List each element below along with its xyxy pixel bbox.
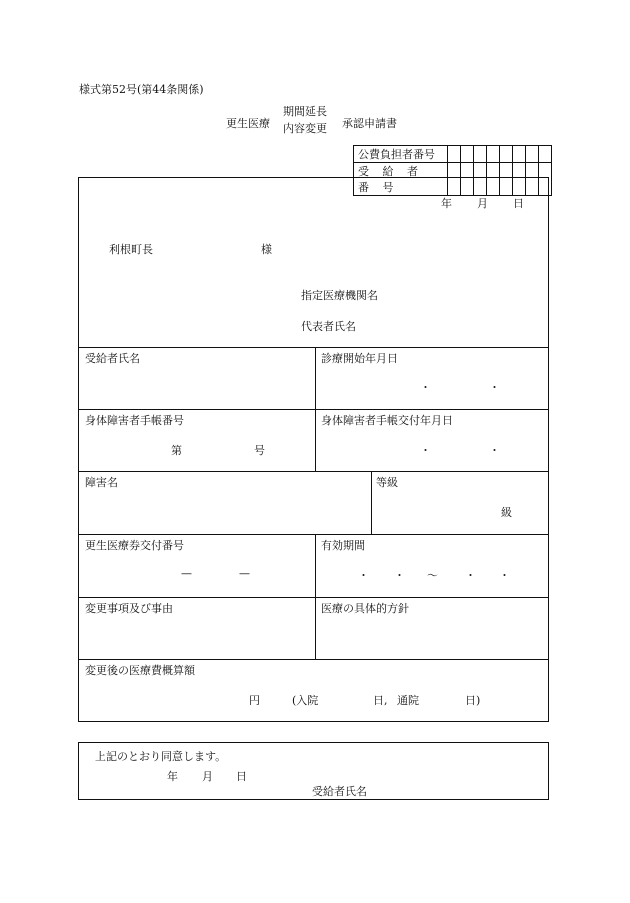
- voucher-dash: —: [181, 567, 192, 580]
- public-payer-number-label: 公費負担者番号: [354, 146, 448, 163]
- date-day: 日: [513, 197, 524, 210]
- representative-label: 代表者氏名: [301, 320, 356, 333]
- medical-policy-label: 医療の具体的方針: [321, 602, 409, 615]
- column-divider: [315, 347, 316, 471]
- digit-box[interactable]: [448, 146, 461, 163]
- row-divider: [79, 347, 548, 348]
- date-year: 年: [441, 197, 452, 210]
- date-separator: ・: [358, 569, 369, 582]
- title-option-extension: 期間延長: [283, 105, 327, 118]
- column-divider: [315, 534, 316, 659]
- digit-box[interactable]: [526, 146, 539, 163]
- addressee: 利根町長: [109, 243, 153, 256]
- row-divider: [79, 597, 548, 598]
- handbook-dai: 第: [171, 444, 182, 457]
- voucher-dash: —: [239, 567, 250, 580]
- handbook-number-label: 身体障害者手帳番号: [85, 414, 184, 427]
- inpatient-days: 日,: [373, 694, 388, 707]
- agreement-statement: 上記のとおり同意します。: [95, 750, 227, 763]
- digit-box[interactable]: [487, 146, 500, 163]
- digit-box[interactable]: [474, 146, 487, 163]
- treatment-start-label: 診療開始年月日: [321, 352, 398, 365]
- recipient-number-label: 受 給 者 番 号: [354, 163, 448, 196]
- digit-box[interactable]: [461, 146, 474, 163]
- grade-unit: 級: [501, 506, 512, 519]
- row-divider: [79, 471, 548, 472]
- cost-estimate-label: 変更後の医療費概算額: [85, 664, 195, 677]
- validity-tilde: 〜: [427, 569, 438, 582]
- digit-box[interactable]: [539, 146, 552, 163]
- agreement-day: 日: [236, 770, 247, 783]
- digit-box[interactable]: [513, 146, 526, 163]
- validity-label: 有効期間: [321, 539, 365, 552]
- column-divider: [371, 471, 372, 534]
- date-separator: ・: [489, 444, 500, 457]
- change-reason-label: 変更事項及び事由: [85, 602, 173, 615]
- inpatient-label: (入院: [292, 694, 319, 707]
- row-divider: [79, 534, 548, 535]
- outpatient-days: 日): [465, 694, 481, 707]
- agreement-month: 月: [202, 770, 213, 783]
- cost-yen: 円: [249, 694, 260, 707]
- form-number: 様式第52号(第44条関係): [79, 83, 204, 96]
- date-separator: ・: [420, 381, 431, 394]
- handbook-issue-label: 身体障害者手帳交付年月日: [321, 414, 453, 427]
- title-prefix: 更生医療: [226, 117, 270, 130]
- agreement-year: 年: [167, 770, 178, 783]
- honorific: 様: [261, 243, 272, 256]
- handbook-go: 号: [254, 444, 265, 457]
- institution-label: 指定医療機関名: [301, 289, 378, 302]
- row-divider: [79, 409, 548, 410]
- digit-box[interactable]: [500, 146, 513, 163]
- date-month: 月: [477, 197, 488, 210]
- signer-name-label: 受給者氏名: [312, 785, 367, 798]
- date-separator: ・: [489, 381, 500, 394]
- title-option-change: 内容変更: [283, 122, 327, 135]
- title-suffix: 承認申請書: [342, 117, 397, 130]
- date-separator: ・: [465, 569, 476, 582]
- title-options: [283, 103, 327, 137]
- outpatient-label: 通院: [397, 694, 419, 707]
- recipient-name-label: 受給者氏名: [85, 352, 140, 365]
- date-separator: ・: [394, 569, 405, 582]
- row-divider: [79, 659, 548, 660]
- grade-label: 等級: [376, 476, 398, 489]
- agreement-box: [78, 742, 549, 800]
- public-payer-number-row: [354, 146, 552, 163]
- disability-label: 障害名: [85, 476, 118, 489]
- voucher-number-label: 更生医療券交付番号: [85, 539, 184, 552]
- application-form: [78, 177, 549, 722]
- date-separator: ・: [499, 569, 510, 582]
- date-separator: ・: [420, 444, 431, 457]
